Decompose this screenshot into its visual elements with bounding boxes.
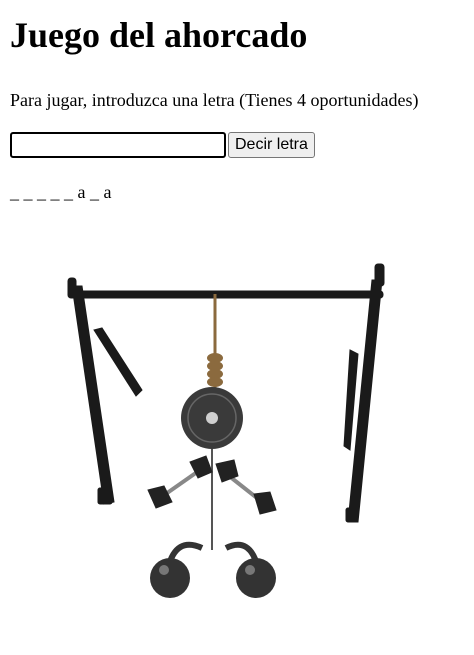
noose [207, 353, 223, 387]
game-instructions: Para jugar, introduzca una letra (Tienes 4 oportunidades) [10, 90, 419, 110]
kettlebells [150, 545, 276, 598]
letter-input[interactable] [10, 132, 226, 158]
masked-word: _ _ _ _ _ a _ a [10, 182, 112, 202]
guess-letter-button[interactable]: Decir letra [228, 132, 315, 158]
page-title: Juego del ahorcado [10, 15, 308, 55]
hangman-image [50, 250, 400, 610]
weight-plate [181, 387, 243, 449]
